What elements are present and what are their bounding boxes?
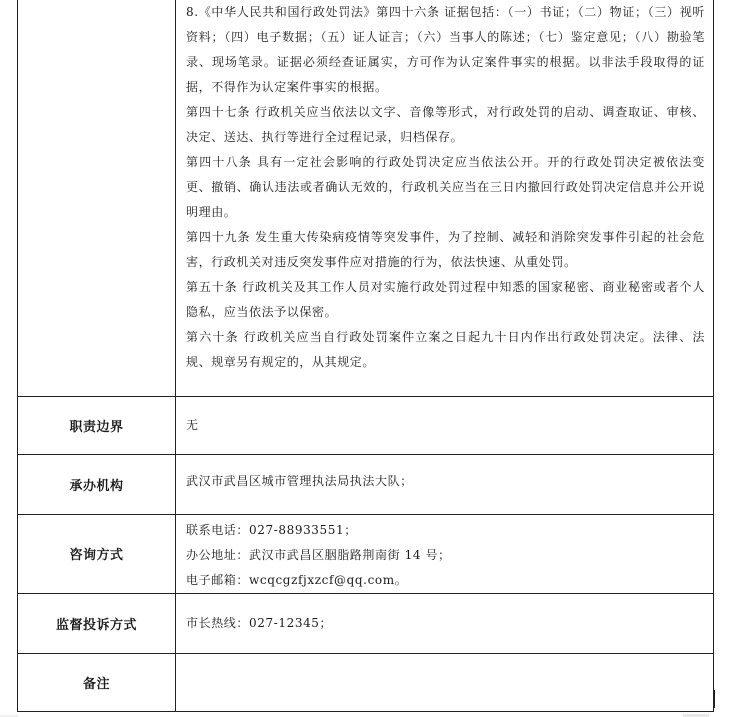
legal-basis-paragraph: 8.《中华人民共和国行政处罚法》第四十六条 证据包括：（一）书证；（二）物证；（三）视听资料；（四）电子数据；（五）证人证言；（六）当事人的陈述；（七）鉴定意见；（八）勘验笔录、现场笔录。证据必须经查证属实，方可作为认定案件事实的根据。以非法手段取得的证据，不得作为认定案件事实的根据。 [186,5,705,94]
handling-agency-value-cell [176,454,714,514]
legal-basis-content [176,0,714,396]
office-address: 办公地址：武汉市武昌区胭脂路荆南街 14 号； [186,547,451,562]
responsibility-boundary-row [18,396,714,454]
mayor-hotline: 市长热线：027-12345； [186,615,333,630]
responsibility-boundary-value: 无 [186,417,199,432]
supervision-complaint-row [18,593,714,653]
legal-basis-paragraph: 第四十七条 行政机关应当依法以文字、音像等形式，对行政处罚的启动、调查取证、审核、决定、送达、执行等进行全过程记录，归档保存。 [186,105,705,144]
legal-basis-paragraph: 第六十条 行政机关应当自行政处罚案件立案之日起九十日内作出行政处罚决定。法律、法规、规章另有规定的，从其规定。 [186,330,705,369]
consultation-row [18,514,714,593]
supervision-complaint-value-cell [176,593,714,653]
responsibility-boundary-label: 职责边界 [18,396,176,454]
notes-value [176,653,714,711]
legal-basis-label-cell [18,0,176,396]
contact-phone: 联系电话：027-88933551； [186,522,357,537]
legal-basis-paragraph: 第五十条 行政机关及其工作人员对实施行政处罚过程中知悉的国家秘密、商业秘密或者个人隐私，应当依法予以保密。 [186,280,705,319]
handling-agency-value: 武汉市武昌区城市管理执法局执法大队； [186,473,413,488]
legal-basis-row [18,0,714,396]
handling-agency-row [18,454,714,514]
supervision-complaint-label: 监督投诉方式 [18,593,176,653]
service-guide-table [17,0,714,712]
notes-label: 备注 [18,653,176,711]
handling-agency-label: 承办机构 [18,454,176,514]
legal-basis-paragraph: 第四十八条 具有一定社会影响的行政处罚决定应当依法公开。开的行政处罚决定被依法变更、撤销、确认违法或者确认无效的，行政机关应当在三日内撤回行政处罚决定信息并公开说明理由。 [186,155,705,219]
notes-row [18,653,714,711]
legal-basis-paragraph: 第四十九条 发生重大传染病疫情等突发事件，为了控制、减轻和消除突发事件引起的社会危害，行政机关对违反突发事件应对措施的行为，依法快速、从重处罚。 [186,230,705,269]
page-edge-mark [714,690,715,708]
consultation-label: 咨询方式 [18,514,176,593]
responsibility-boundary-value-cell [176,396,714,454]
contact-email: 电子邮箱：wcqcgzfjxzcf@qq.com。 [186,572,408,587]
consultation-value-cell [176,514,714,593]
